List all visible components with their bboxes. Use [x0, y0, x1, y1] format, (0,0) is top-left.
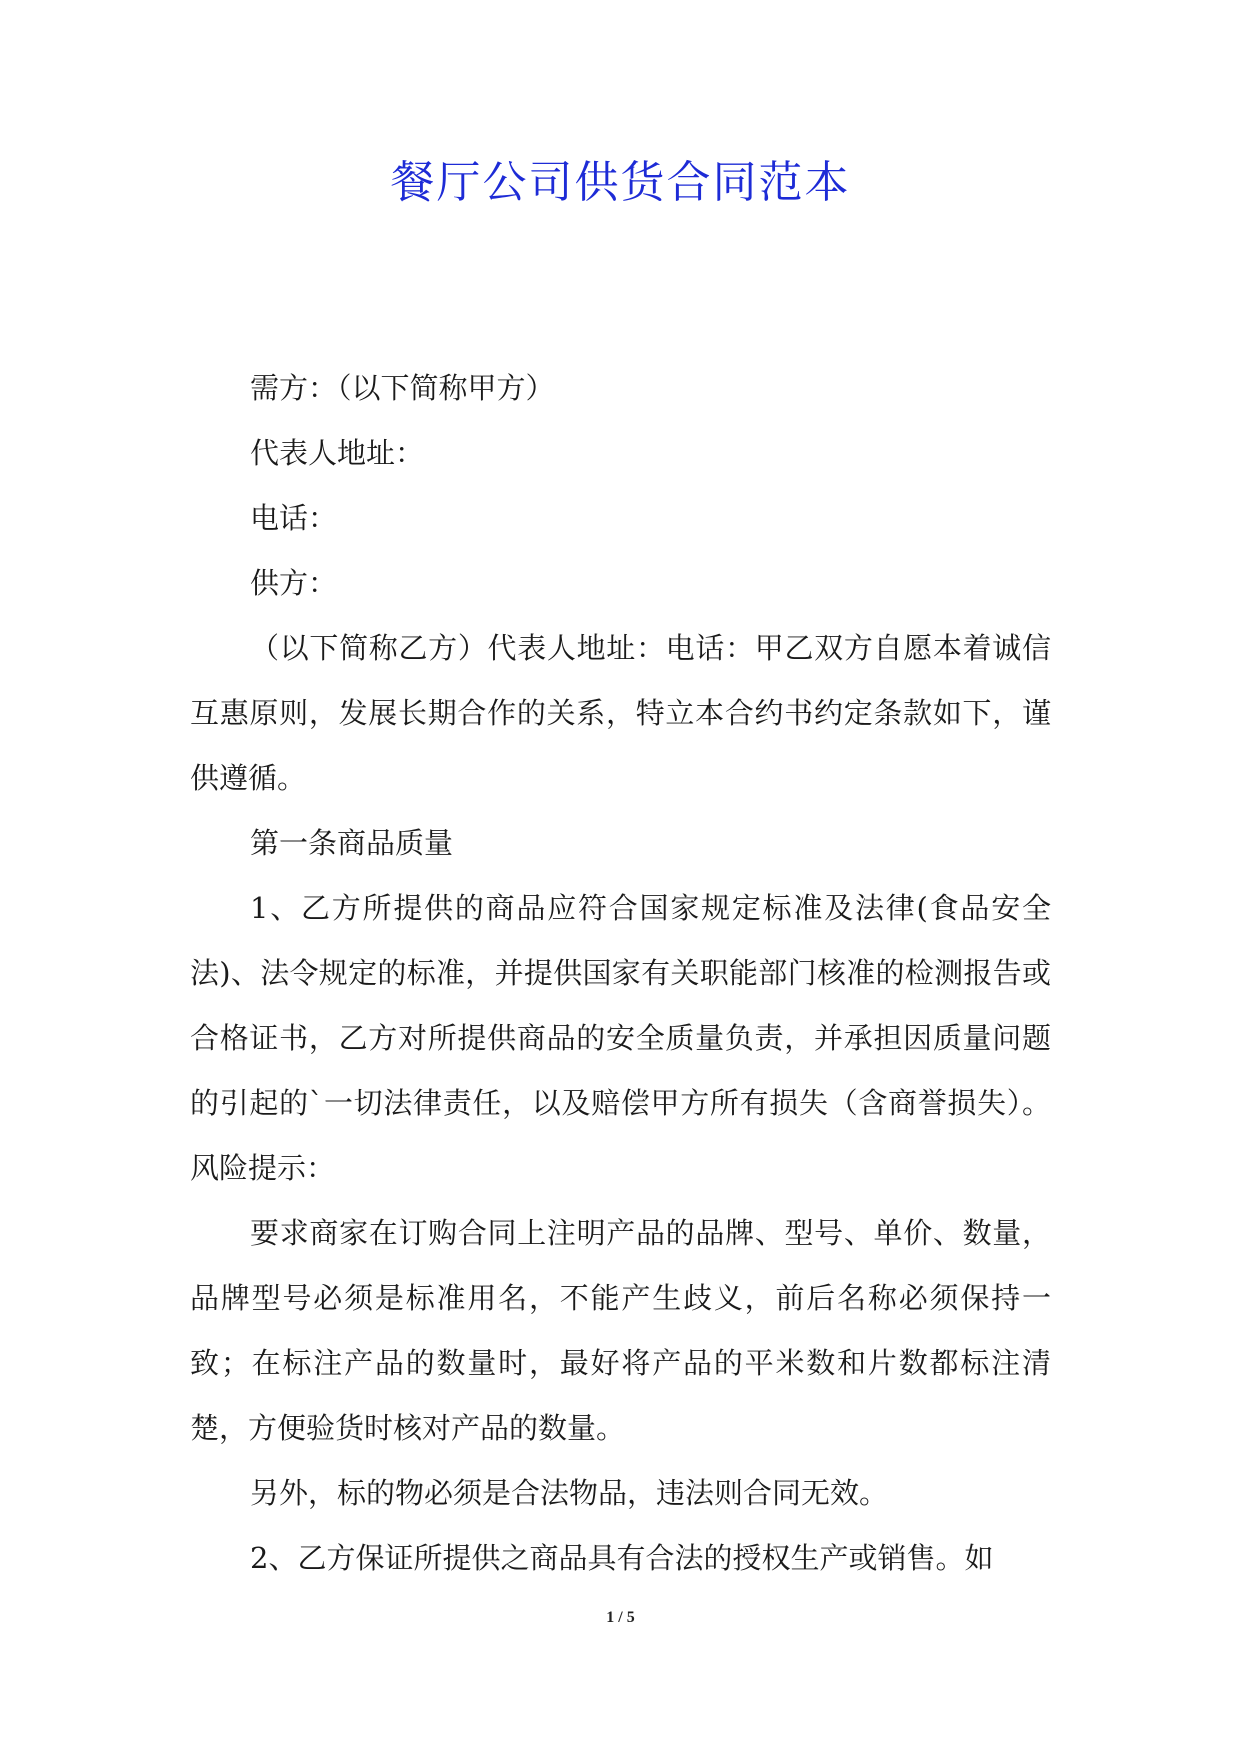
paragraph-phone: 电话：: [250, 501, 338, 535]
paragraph-demander: 需方：（以下简称甲方）: [250, 371, 555, 405]
paragraph-supplier: 供方：: [250, 566, 338, 600]
paragraph-preamble: （以下简称乙方）代表人地址：电话：甲乙双方自愿本着诚信互惠原则，发展长期合作的关系，特立本合约书约定条款如下，谨供遵循。: [190, 631, 1051, 795]
paragraph-clause-2: 2、乙方保证所提供之商品具有合法的授权生产或销售。如: [250, 1541, 994, 1575]
paragraph-representative-address: 代表人地址：: [250, 436, 425, 470]
paragraph-article-one-heading: 第一条商品质量: [250, 826, 454, 860]
document-title: 餐厅公司供货合同范本: [390, 157, 851, 208]
paragraph-clause-1: 1、乙方所提供的商品应符合国家规定标准及法律(食品安全法)、法令规定的标准，并提供国家有关职能部门核准的检测报告或合格证书，乙方对所提供商品的安全质量负责，并承担因质量问题的引起的`一切法律责任，以及赔偿甲方所有损失（含商誉损失）。风险提示：: [190, 891, 1051, 1185]
paragraph-risk-note: 要求商家在订购合同上注明产品的品牌、型号、单价、数量，品牌型号必须是标准用名，不能产生歧义，前后名称必须保持一致；在标注产品的数量时，最好将产品的平米数和片数都标注清楚，方便验货时核对产品的数量。: [190, 1216, 1051, 1445]
document-body: [190, 356, 1051, 1591]
paragraph-legal-subject: 另外，标的物必须是合法物品，违法则合同无效。: [250, 1476, 889, 1510]
page-number: 1 / 5: [606, 1609, 635, 1626]
